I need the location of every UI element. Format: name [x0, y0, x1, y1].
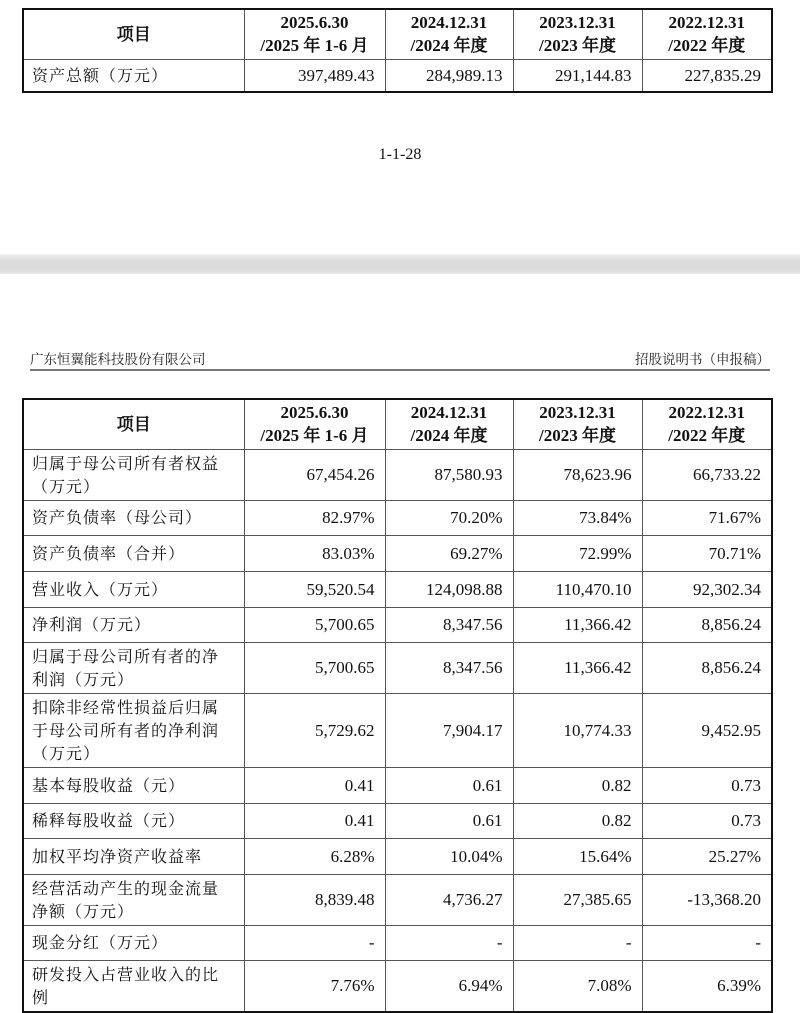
header-period — [642, 9, 772, 59]
cell-value: 9,452.95 — [642, 693, 772, 767]
cell-value: 124,098.88 — [385, 571, 513, 607]
cell-value: 397,489.43 — [244, 59, 385, 92]
cell-value: 7.08% — [513, 960, 642, 1012]
cell-value: 5,729.62 — [244, 693, 385, 767]
cell-value: 25.27% — [642, 838, 772, 874]
row-label: 资产负债率（合并） — [23, 535, 244, 571]
row-label: 研发投入占营业收入的比例 — [23, 960, 244, 1012]
period-range: /2025 年 1-6 月 — [260, 426, 369, 446]
cell-value: 66,733.22 — [642, 449, 772, 500]
page-separator — [0, 254, 800, 274]
cell-value: 11,366.42 — [513, 607, 642, 642]
cell-value: 82.97% — [244, 500, 385, 535]
cell-value: 0.73 — [642, 803, 772, 838]
table-row — [23, 925, 772, 960]
header-period — [513, 9, 642, 59]
cell-value: 69.27% — [385, 535, 513, 571]
cell-value: 227,835.29 — [642, 59, 772, 92]
cell-value: 67,454.26 — [244, 449, 385, 500]
cell-value: 0.61 — [385, 803, 513, 838]
table-row — [23, 449, 772, 500]
period-range: /2022 年度 — [668, 36, 746, 56]
cell-value: 27,385.65 — [513, 874, 642, 925]
cell-value: 7.76% — [244, 960, 385, 1012]
page-header — [30, 345, 770, 371]
cell-value: 71.67% — [642, 500, 772, 535]
header-period — [244, 9, 385, 59]
header-period — [642, 399, 772, 449]
top-financial-table — [22, 8, 773, 93]
period-date: 2022.12.31 — [668, 13, 745, 33]
period-range: /2023 年度 — [539, 36, 616, 56]
row-label: 加权平均净资产收益率 — [23, 838, 244, 874]
cell-value: 73.84% — [513, 500, 642, 535]
cell-value: - — [244, 925, 385, 960]
cell-value: 284,989.13 — [385, 59, 513, 92]
table-header-row — [23, 9, 772, 59]
cell-value: 6.39% — [642, 960, 772, 1012]
header-period — [244, 399, 385, 449]
cell-value: 11,366.42 — [513, 642, 642, 693]
row-label: 资产负债率（母公司） — [23, 500, 244, 535]
cell-value: 87,580.93 — [385, 449, 513, 500]
table-row — [23, 803, 772, 838]
cell-value: 5,700.65 — [244, 642, 385, 693]
cell-value: 70.20% — [385, 500, 513, 535]
row-label: 资产总额（万元） — [23, 59, 244, 92]
cell-value: 70.71% — [642, 535, 772, 571]
cell-value: 59,520.54 — [244, 571, 385, 607]
cell-value: - — [642, 925, 772, 960]
cell-value: 8,347.56 — [385, 642, 513, 693]
table-row — [23, 59, 772, 92]
period-date: 2022.12.31 — [668, 403, 745, 423]
cell-value: -13,368.20 — [642, 874, 772, 925]
cell-value: 8,856.24 — [642, 607, 772, 642]
header-item: 项目 — [23, 9, 244, 59]
main-financial-table — [22, 398, 773, 1013]
cell-value: 0.41 — [244, 803, 385, 838]
cell-value: 6.94% — [385, 960, 513, 1012]
cell-value: 10.04% — [385, 838, 513, 874]
row-label: 稀释每股收益（元） — [23, 803, 244, 838]
row-label: 归属于母公司所有者的净利润（万元） — [23, 642, 244, 693]
period-date: 2023.12.31 — [539, 403, 616, 423]
table-row — [23, 874, 772, 925]
period-range: /2025 年 1-6 月 — [260, 36, 369, 56]
cell-value: - — [385, 925, 513, 960]
cell-value: 83.03% — [244, 535, 385, 571]
period-range: /2024 年度 — [410, 36, 488, 56]
page-number: 1-1-28 — [378, 146, 422, 163]
table-row — [23, 838, 772, 874]
row-label: 基本每股收益（元） — [23, 767, 244, 803]
cell-value: 10,774.33 — [513, 693, 642, 767]
row-label: 扣除非经常性损益后归属于母公司所有者的净利润（万元） — [23, 693, 244, 767]
cell-value: 0.82 — [513, 803, 642, 838]
row-label: 归属于母公司所有者权益（万元） — [23, 449, 244, 500]
cell-value: 8,856.24 — [642, 642, 772, 693]
cell-value: 0.61 — [385, 767, 513, 803]
period-date: 2024.12.31 — [410, 13, 488, 33]
cell-value: 92,302.34 — [642, 571, 772, 607]
header-period — [385, 9, 513, 59]
table-row — [23, 500, 772, 535]
company-name: 广东恒翼能科技股份有限公司 — [30, 352, 206, 368]
document-title: 招股说明书（申报稿） — [635, 352, 770, 368]
cell-value: 72.99% — [513, 535, 642, 571]
cell-value: 5,700.65 — [244, 607, 385, 642]
header-period — [385, 399, 513, 449]
period-date: 2023.12.31 — [539, 13, 616, 33]
period-range: /2023 年度 — [539, 426, 616, 446]
cell-value: 291,144.83 — [513, 59, 642, 92]
period-range: /2024 年度 — [410, 426, 488, 446]
table-row — [23, 607, 772, 642]
table-row — [23, 535, 772, 571]
period-date: 2024.12.31 — [410, 403, 488, 423]
table-row — [23, 767, 772, 803]
table-row — [23, 693, 772, 767]
cell-value: 8,347.56 — [385, 607, 513, 642]
header-item: 项目 — [23, 399, 244, 449]
header-period — [513, 399, 642, 449]
cell-value: 78,623.96 — [513, 449, 642, 500]
cell-value: 4,736.27 — [385, 874, 513, 925]
cell-value: 7,904.17 — [385, 693, 513, 767]
cell-value: - — [513, 925, 642, 960]
cell-value: 0.41 — [244, 767, 385, 803]
table-header-row — [23, 399, 772, 449]
table-row — [23, 642, 772, 693]
table-row — [23, 960, 772, 1012]
row-label: 营业收入（万元） — [23, 571, 244, 607]
row-label: 现金分红（万元） — [23, 925, 244, 960]
period-date: 2025.6.30 — [280, 13, 349, 33]
cell-value: 110,470.10 — [513, 571, 642, 607]
period-date: 2025.6.30 — [280, 403, 349, 423]
cell-value: 15.64% — [513, 838, 642, 874]
cell-value: 6.28% — [244, 838, 385, 874]
row-label: 经营活动产生的现金流量净额（万元） — [23, 874, 244, 925]
row-label: 净利润（万元） — [23, 607, 244, 642]
period-range: /2022 年度 — [668, 426, 746, 446]
cell-value: 0.73 — [642, 767, 772, 803]
cell-value: 8,839.48 — [244, 874, 385, 925]
cell-value: 0.82 — [513, 767, 642, 803]
table-row — [23, 571, 772, 607]
